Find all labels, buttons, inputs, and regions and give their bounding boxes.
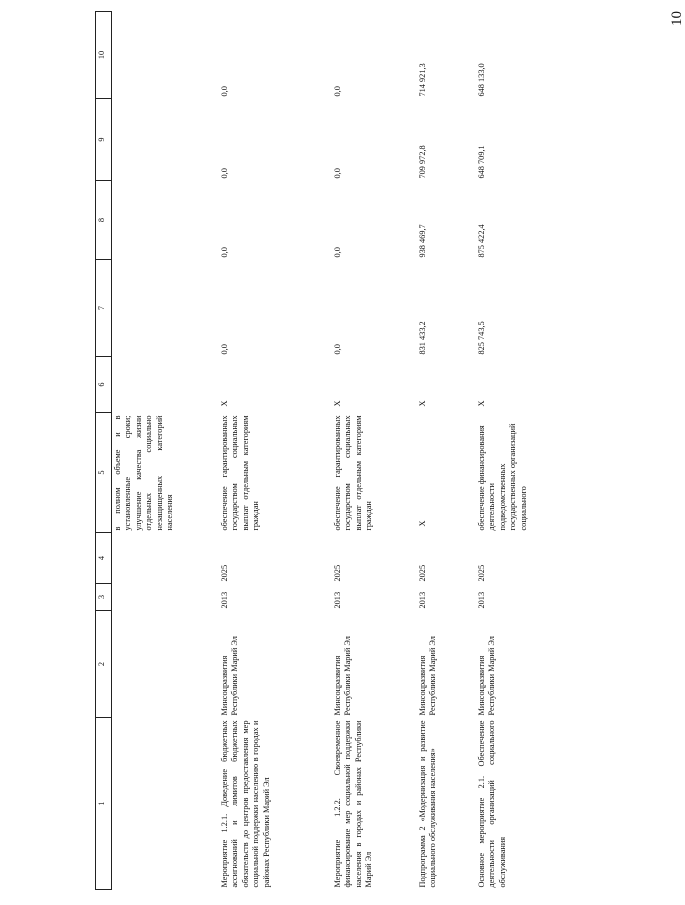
program-table bbox=[95, 11, 533, 890]
table-row bbox=[476, 12, 533, 890]
column-header: 5 bbox=[96, 413, 112, 533]
column-header: 7 bbox=[96, 260, 112, 357]
table-cell: 714 921,3 bbox=[418, 63, 427, 97]
table-cell: X bbox=[418, 400, 427, 407]
column-header: 9 bbox=[96, 99, 112, 181]
table-cell: 2013 bbox=[477, 591, 486, 609]
table-cell: X bbox=[333, 400, 342, 407]
table-cell bbox=[112, 12, 220, 99]
column-header: 6 bbox=[96, 357, 112, 413]
column-header: 1 bbox=[96, 718, 112, 890]
table-cell: Минсоцразвития Республики Марий Эл bbox=[333, 636, 353, 716]
table-cell: 2013 bbox=[418, 591, 427, 609]
table-cell: Мероприятие 1.2.2. Своевременное финансирование мер социальной поддержки населения в городах и районах Республики Марий Эл bbox=[333, 720, 374, 888]
table-cell: X bbox=[477, 400, 486, 407]
table-cell: Подпрограмма 2 «Модернизация и развитие социального обслуживания населения» bbox=[418, 720, 438, 888]
table-cell: X bbox=[220, 400, 229, 407]
table-cell: 831 433,2 bbox=[418, 321, 427, 355]
table-cell: 0,0 bbox=[220, 344, 229, 355]
column-header: 10 bbox=[96, 12, 112, 99]
table-cell: X bbox=[418, 520, 427, 527]
table-cell bbox=[112, 260, 220, 357]
table-cell: Минсоцразвития Республики Марий Эл bbox=[418, 636, 438, 716]
column-header: 4 bbox=[96, 533, 112, 584]
table-cell: 825 743,5 bbox=[477, 321, 486, 355]
table-cell: 2013 bbox=[333, 591, 342, 609]
table-row bbox=[417, 12, 476, 890]
table-cell: 2025 bbox=[220, 564, 229, 582]
table-cell: 0,0 bbox=[333, 86, 342, 97]
column-number-row bbox=[96, 12, 112, 890]
table-cell: 709 972,8 bbox=[418, 145, 427, 179]
column-header: 2 bbox=[96, 611, 112, 718]
table-cell: обеспечение финансирования деятельности подведомственных государственных организаций социального bbox=[477, 423, 528, 531]
table-cell: 0,0 bbox=[333, 168, 342, 179]
table-row bbox=[332, 12, 417, 890]
table-cell: Минсоцразвития Республики Марий Эл bbox=[220, 636, 240, 716]
table-cell: 0,0 bbox=[220, 168, 229, 179]
table-row bbox=[219, 12, 332, 890]
table-cell: 0,0 bbox=[220, 247, 229, 258]
table-cell: Минсоцразвития Республики Марий Эл bbox=[477, 636, 497, 716]
table-row-continuation bbox=[112, 12, 220, 890]
table-cell bbox=[112, 533, 220, 584]
table-cell: 648 133,0 bbox=[477, 63, 486, 97]
table-cell: 2025 bbox=[333, 564, 342, 582]
table-cell: Мероприятие 1.2.1. Доведение бюджетных ассигнований и лимитов бюджетных обязательств до центров предоставления мер социальной поддержки населению в городах и районах Республики Марий Эл bbox=[220, 720, 271, 888]
table-cell bbox=[112, 611, 220, 718]
table-cell: 648 709,1 bbox=[477, 145, 486, 179]
table-cell: 2025 bbox=[418, 564, 427, 582]
column-header: 3 bbox=[96, 584, 112, 611]
table-cell: в полном объеме и в установленные сроки; улучшение качества жизни отдельных социально незащищенных категорий населения bbox=[113, 415, 175, 531]
table-cell: 0,0 bbox=[333, 247, 342, 258]
table-cell: 875 422,4 bbox=[477, 224, 486, 258]
table-cell bbox=[112, 584, 220, 611]
column-header: 8 bbox=[96, 181, 112, 260]
rotated-page-content bbox=[95, 12, 528, 890]
table-cell: 0,0 bbox=[333, 344, 342, 355]
table-cell bbox=[112, 357, 220, 413]
table-cell: обеспечение гарантированных государством социальных выплат отдельным категориям граждан bbox=[333, 415, 374, 531]
table-cell: 2013 bbox=[220, 591, 229, 609]
page-number: 10 bbox=[669, 11, 685, 26]
table-cell bbox=[112, 181, 220, 260]
table-cell: 0,0 bbox=[220, 86, 229, 97]
table-cell bbox=[112, 718, 220, 890]
table-cell bbox=[112, 99, 220, 181]
table-cell: 938 469,7 bbox=[418, 224, 427, 258]
table-cell: Основное мероприятие 2.1. Обеспечение деятельности организаций социального обслуживания bbox=[477, 720, 507, 888]
table-cell: 2025 bbox=[477, 564, 486, 582]
table-cell: обеспечение гарантированных государством социальных выплат отдельным категориям граждан bbox=[220, 415, 261, 531]
